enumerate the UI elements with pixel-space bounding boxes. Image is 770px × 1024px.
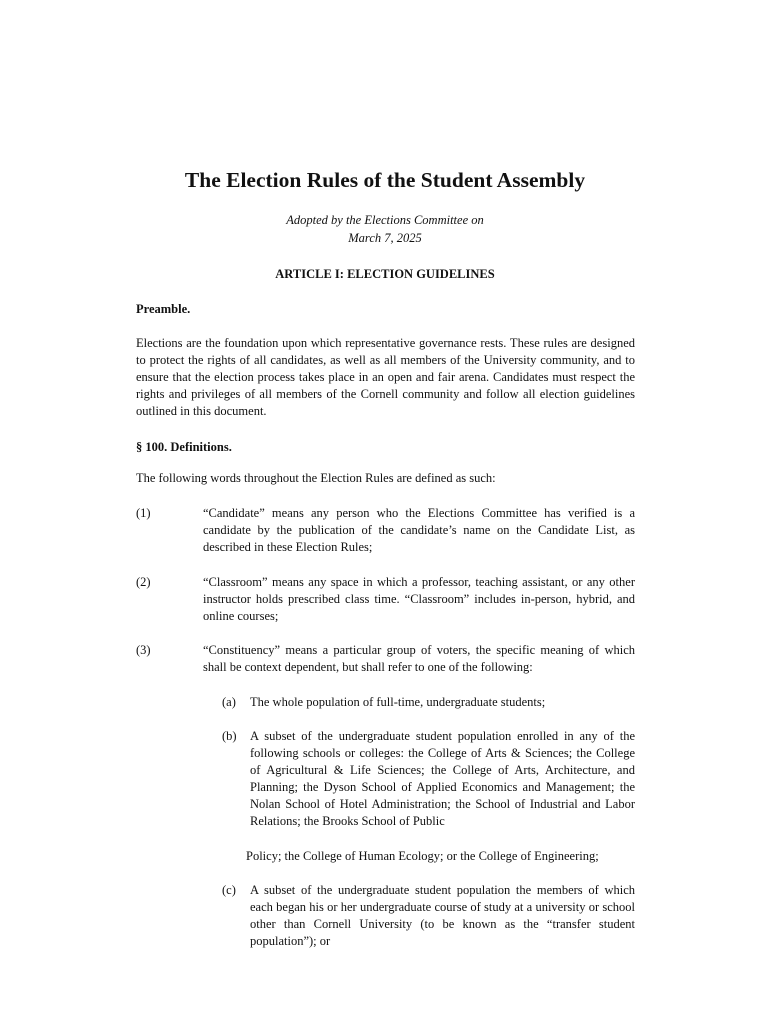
subitem-label: (b) — [222, 729, 237, 743]
subitem-label: (c) — [222, 883, 236, 897]
section-intro: The following words throughout the Election Rules are defined as such: — [136, 471, 496, 485]
adoption-note: Adopted by the Elections Committee on — [286, 213, 484, 227]
definition-text: “Constituency” means a particular group of voters, the specific meaning of which shall be context dependent, but shall refer to one of the following: — [203, 643, 635, 674]
subitem-text: A subset of the undergraduate student population enrolled in any of the following schools or colleges: the College of Arts & Sciences; the College of Agricultural & Life Sciences; the College of Arts, Architecture, and Planning; the Dyson School of Applied Economics and Management; the Nolan School of Hotel Administration; the School of Industrial and Labor Relations; the Brooks School of Public — [250, 729, 635, 828]
definition-number: (1) — [136, 506, 151, 520]
article-heading: ARTICLE I: ELECTION GUIDELINES — [275, 267, 495, 281]
section-heading: § 100. Definitions. — [136, 440, 232, 454]
subitem-text: The whole population of full-time, undergraduate students; — [250, 695, 546, 709]
subitem-label: (a) — [222, 695, 236, 709]
subitem-continuation: Policy; the College of Human Ecology; or the College of Engineering; — [246, 849, 599, 863]
document-title: The Election Rules of the Student Assembly — [184, 168, 586, 192]
definition-text: “Candidate” means any person who the Elections Committee has verified is a candidate by the publication of the candidate’s name on the Candidate List, as described in these Election Rules; — [203, 506, 635, 554]
adoption-date: March 7, 2025 — [348, 231, 422, 245]
preamble-paragraph: Elections are the foundation upon which representative governance rests. These rules are designed to protect the rights of all candidates, as well as all members of the University community, and to ensure that the election process takes place in an open and fair arena. Candidates must respect the rights and privileges of all members of the Cornell community and follow all election guidelines outlined in this document. — [136, 336, 635, 418]
subitem-text: A subset of the undergraduate student population the members of which each began his or her undergraduate course of study at a university or school other than Cornell University (to be known as the “transfer student population”); or — [250, 883, 635, 948]
definition-text: “Classroom” means any space in which a professor, teaching assistant, or any other instructor holds prescribed class time. “Classroom” includes in-person, hybrid, and online courses; — [203, 575, 635, 623]
definition-number: (3) — [136, 643, 151, 657]
definition-number: (2) — [136, 575, 151, 589]
preamble-heading: Preamble. — [136, 302, 191, 316]
